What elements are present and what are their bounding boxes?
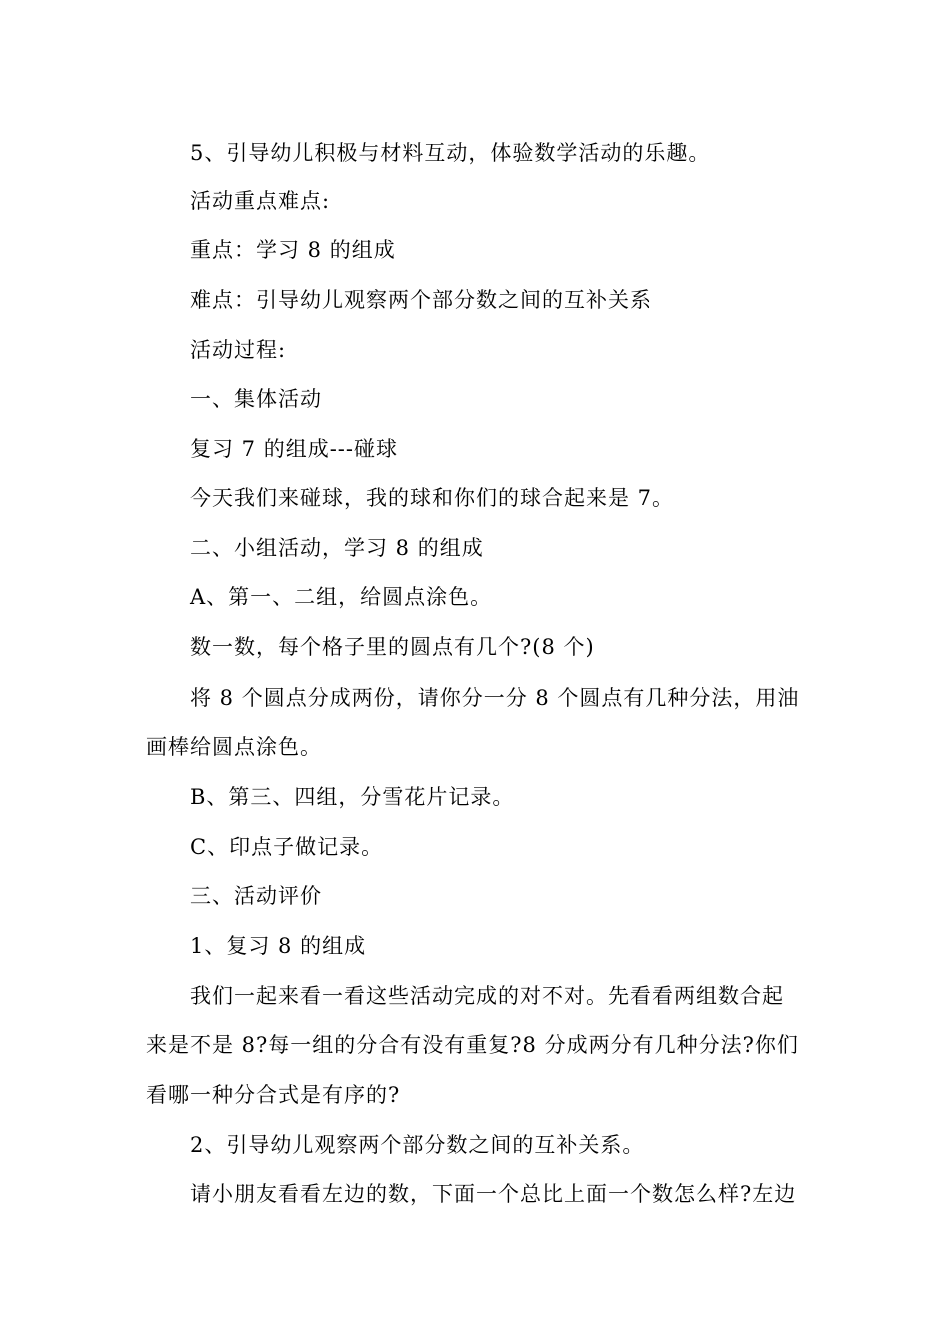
text-line: 重点：学习 8 的组成: [190, 238, 396, 262]
text-line: 今天我们来碰球，我的球和你们的球合起来是 7。: [190, 486, 675, 510]
section-heading: 活动重点难点:: [190, 189, 331, 213]
text-line: 看哪一种分合式是有序的?: [146, 1083, 401, 1107]
section-heading: 活动过程:: [190, 338, 287, 362]
text-line: B、第三、四组，分雪花片记录。: [190, 785, 515, 809]
text-line: 我们一起来看一看这些活动完成的对不对。先看看两组数合起: [190, 984, 784, 1008]
text-line: 画棒给圆点涂色。: [146, 735, 322, 759]
text-line: 5、引导幼儿积极与材料互动，体验数学活动的乐趣。: [190, 141, 711, 165]
text-line: 1、复习 8 的组成: [190, 934, 367, 958]
text-line: 复习 7 的组成---碰球: [190, 437, 398, 461]
text-line: 将 8 个圆点分成两份，请你分一分 8 个圆点有几种分法，用油: [190, 686, 800, 710]
text-line: C、印点子做记录。: [190, 835, 384, 859]
section-heading: 二、小组活动，学习 8 的组成: [190, 536, 484, 560]
text-line: 数一数，每个格子里的圆点有几个?(8 个): [190, 635, 595, 659]
text-line: 难点：引导幼儿观察两个部分数之间的互补关系: [190, 288, 652, 312]
section-heading: 一、集体活动: [190, 387, 322, 411]
text-line: A、第一、二组，给圆点涂色。: [190, 585, 493, 609]
text-line: 来是不是 8?每一组的分合有没有重复?8 分成两分有几种分法?你们: [146, 1033, 799, 1057]
text-line: 请小朋友看看左边的数，下面一个总比上面一个数怎么样?左边: [190, 1182, 797, 1206]
section-heading: 三、活动评价: [190, 884, 322, 908]
text-line: 2、引导幼儿观察两个部分数之间的互补关系。: [190, 1133, 645, 1157]
